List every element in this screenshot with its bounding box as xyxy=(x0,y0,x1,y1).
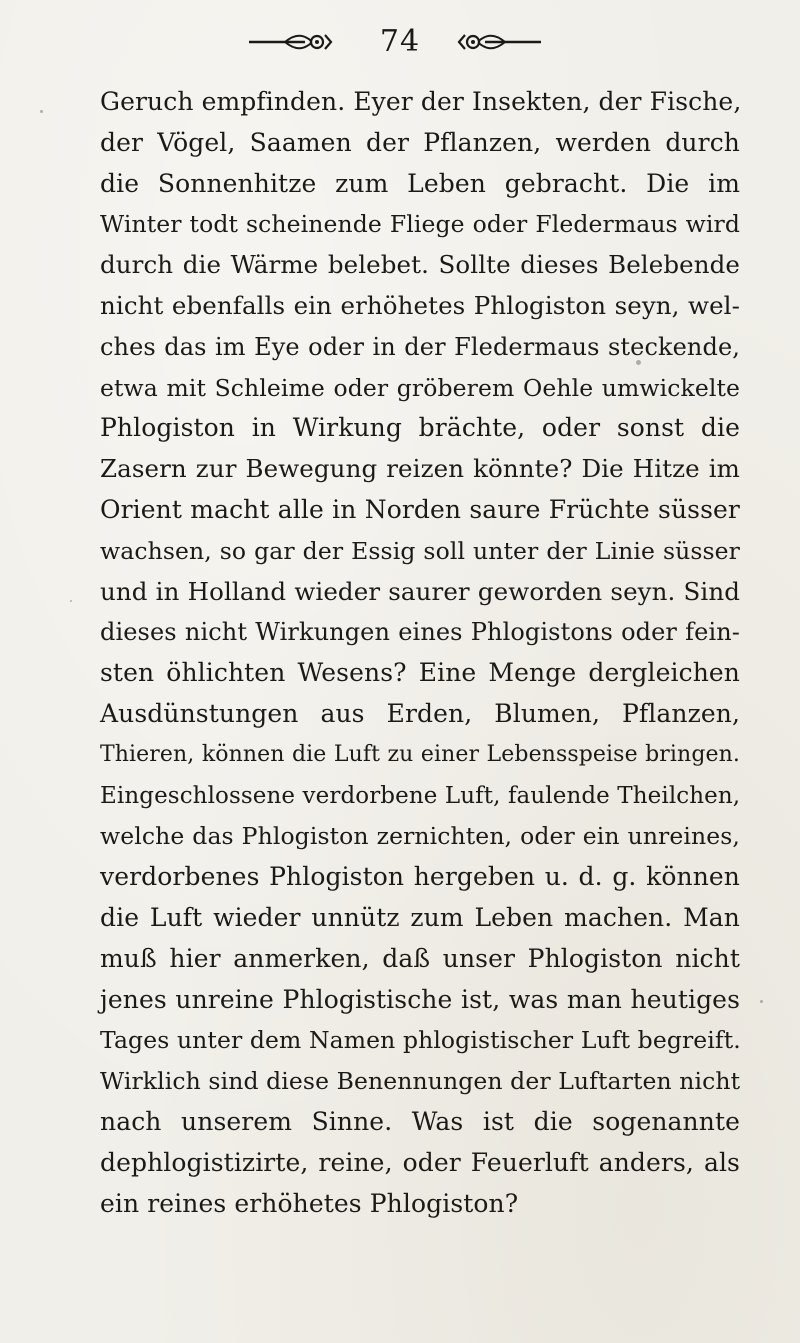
text-line: Tages unter dem Namen phlogistischer Luft begreift. xyxy=(100,1026,741,1055)
text-line: ches das im Eye oder in der Fledermaus steckende, xyxy=(100,332,740,361)
text-line: Eingeschlossene verdorbene Luft, faulende Theilchen, xyxy=(100,782,741,809)
text-line: Phlogiston in Wirkung brächte, oder sonst die xyxy=(100,413,740,443)
left-header-ornament xyxy=(245,22,335,62)
text-line: und in Holland wieder saurer geworden seyn. Sind xyxy=(100,576,740,606)
text-line: wachsen, so gar der Essig soll unter der Linie süsser xyxy=(100,536,740,565)
text-line: welche das Phlogiston zernichten, oder ein unreines, xyxy=(100,822,740,851)
text-line: Orient macht alle in Norden saure Früchte süsser xyxy=(100,494,740,524)
text-line: Thieren, können die Luft zu einer Lebensspeise bringen. xyxy=(100,741,740,767)
text-line: sten öhlichten Wesens? Eine Menge dergleichen xyxy=(100,658,740,688)
body-text xyxy=(100,82,740,1224)
page-number: 74 xyxy=(379,24,421,59)
text-line: verdorbenes Phlogiston hergeben u. d. g. können xyxy=(100,862,740,892)
text-line: ein reines erhöhetes Phlogiston? xyxy=(100,1188,519,1218)
text-line: Zasern zur Bewegung reizen könnte? Die Hitze im xyxy=(100,454,740,484)
text-line: jenes unreine Phlogistische ist, was man heutiges xyxy=(100,984,740,1014)
text-line: dephlogistizirte, reine, oder Feuerluft anders, als xyxy=(100,1147,740,1177)
page-header xyxy=(0,22,800,72)
right-header-ornament xyxy=(455,22,545,62)
text-line: die Sonnenhitze zum Leben gebracht. Die im xyxy=(100,168,740,198)
text-line: die Luft wieder unnütz zum Leben machen. Man xyxy=(100,902,740,932)
text-line: dieses nicht Wirkungen eines Phlogistons oder fein- xyxy=(100,618,740,647)
text-line: etwa mit Schleime oder gröberem Oehle umwickelte xyxy=(100,373,740,402)
text-line: durch die Wärme belebet. Sollte dieses Belebende xyxy=(100,250,740,280)
text-line: Geruch empfinden. Eyer der Insekten, der Fische, xyxy=(100,87,742,116)
paper-speck xyxy=(636,360,641,365)
text-line: nach unserem Sinne. Was ist die sogenannte xyxy=(100,1106,740,1136)
text-line: Ausdünstungen aus Erden, Blumen, Pflanzen, xyxy=(100,698,740,728)
text-line: Winter todt scheinende Fliege oder Fledermaus wird xyxy=(100,210,740,239)
paper-speck xyxy=(70,600,72,602)
paper-speck xyxy=(760,1000,763,1003)
text-line: der Vögel, Saamen der Pflanzen, werden durch xyxy=(100,127,740,157)
paper-speck xyxy=(40,110,43,113)
text-line: nicht ebenfalls ein erhöhetes Phlogiston seyn, wel- xyxy=(100,290,740,320)
text-line: Wirklich sind diese Benennungen der Luftarten nicht xyxy=(100,1067,741,1096)
text-line: muß hier anmerken, daß unser Phlogiston nicht xyxy=(100,943,740,973)
